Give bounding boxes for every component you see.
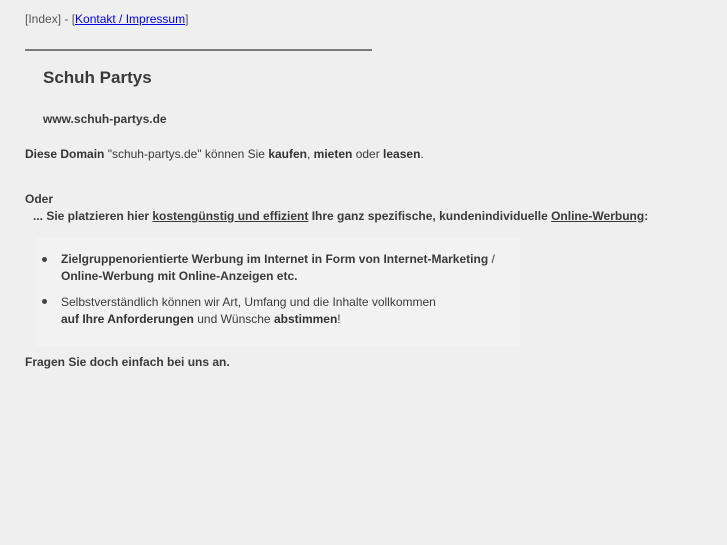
offer-text — [25, 147, 424, 161]
t: Ihre ganz spezifische, kundenindividuelle — [308, 209, 552, 223]
oder-label: Oder — [25, 192, 54, 206]
nav-bracket: ] — [185, 12, 189, 26]
divider — [25, 49, 372, 51]
t: Zielgruppenorientierte Werbung im Internet in Form von Internet-Marketing — [61, 252, 489, 266]
advertising-text — [33, 209, 648, 223]
t: ! — [337, 312, 341, 326]
bullet-icon — [42, 299, 47, 304]
list-item — [61, 251, 495, 285]
t: und Wünsche — [193, 312, 274, 326]
t: auf Ihre Anforderungen — [61, 312, 194, 326]
t: Online-Werbung — [551, 209, 645, 223]
list-item — [61, 294, 436, 328]
t: kaufen — [268, 147, 307, 161]
contact-prompt: Fragen Sie doch einfach bei uns an. — [25, 355, 230, 369]
t: leasen — [383, 147, 421, 161]
t: , — [307, 147, 314, 161]
page-title: Schuh Partys — [43, 68, 152, 87]
t: "schuh-partys.de" können Sie — [104, 147, 269, 161]
t: . — [420, 147, 424, 161]
t: / — [488, 252, 495, 266]
t: Selbstverständlich können wir Art, Umfang und die Inhalte vollkommen — [61, 295, 436, 309]
t: mieten — [313, 147, 353, 161]
bullet-icon — [42, 257, 47, 262]
t: abstimmen — [273, 312, 338, 326]
t: Online-Werbung mit Online-Anzeigen etc. — [61, 269, 298, 283]
t: oder — [352, 147, 384, 161]
index-label: [Index] — [25, 12, 62, 26]
top-nav — [25, 12, 188, 26]
t: : — [644, 209, 649, 223]
t: kostengünstig und effizient — [152, 209, 309, 223]
t: ... Sie platzieren hier — [33, 209, 153, 223]
kontakt-impressum-link[interactable]: Kontakt / Impressum — [75, 12, 186, 26]
domain-name: www.schuh-partys.de — [43, 112, 167, 126]
nav-separator: - [ — [61, 12, 76, 26]
t: Diese Domain — [25, 147, 105, 161]
